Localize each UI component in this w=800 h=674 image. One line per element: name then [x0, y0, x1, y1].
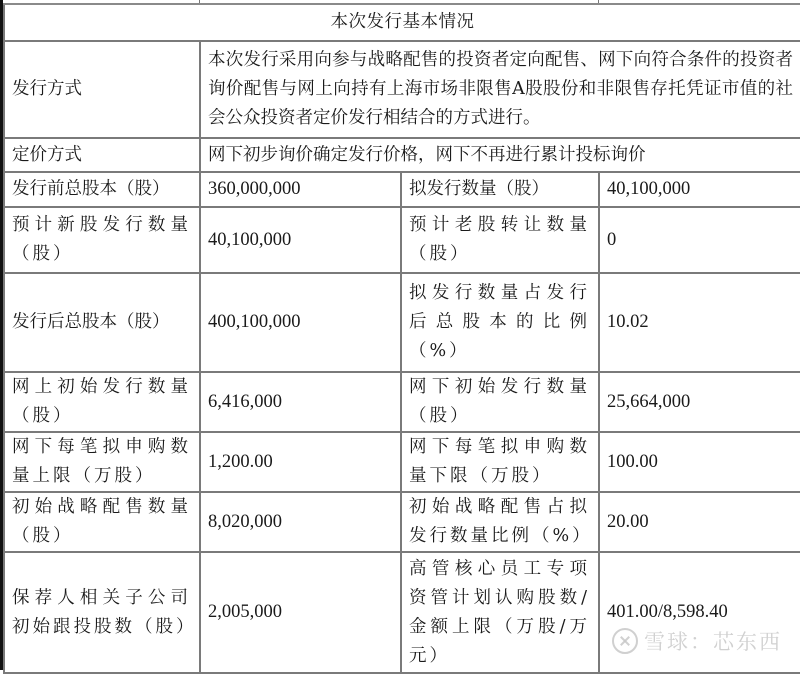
pre-issue-total-shares-label: 发行前总股本（股）	[4, 172, 200, 207]
watermark-text: 雪球：芯东西	[644, 630, 782, 654]
strategic-placement-ratio-label: 初始战略配售占拟发行数量比例（%）	[401, 492, 599, 552]
issue-method-value: 本次发行采用向参与战略配售的投资者定向配售、网下向符合条件的投资者询价配售与网上向持有上海市场非限售A股股份和非限售存托凭证市值的社会公众投资者定价发行相结合的方式进行。	[200, 41, 800, 138]
offline-initial-issue-value: 25,664,000	[599, 372, 800, 432]
issue-ratio-label: 拟发行数量占发行后总股本的比例（%）	[401, 273, 599, 372]
table-title: 本次发行基本情况	[4, 4, 800, 41]
old-shares-transfer-label: 预计老股转让数量（股）	[401, 207, 599, 273]
employee-asset-plan-label: 高管核心员工专项资管计划认购股数/金额上限（万股/万元）	[401, 552, 599, 673]
table-row-issue-method	[4, 41, 800, 138]
sponsor-followup-shares-label: 保荐人相关子公司初始跟投股数（股）	[4, 552, 200, 673]
offline-subscription-lower-limit-label: 网下每笔拟申购数量下限（万股）	[401, 432, 599, 492]
new-shares-quantity-value: 40,100,000	[200, 207, 401, 273]
initial-strategic-placement-label: 初始战略配售数量（股）	[4, 492, 200, 552]
post-issue-total-shares-value: 400,100,000	[200, 273, 401, 372]
old-shares-transfer-value: 0	[599, 207, 800, 273]
planned-issue-quantity-value: 40,100,000	[599, 172, 800, 207]
table-row	[4, 273, 800, 372]
initial-strategic-placement-value: 8,020,000	[200, 492, 401, 552]
issue-ratio-value: 10.02	[599, 273, 800, 372]
new-shares-quantity-label: 预计新股发行数量（股）	[4, 207, 200, 273]
table-row	[4, 432, 800, 492]
pricing-method-value: 网下初步询价确定发行价格，网下不再进行累计投标询价	[200, 138, 800, 172]
table-title-row	[4, 4, 800, 41]
table-row	[4, 207, 800, 273]
table-row-pricing-method	[4, 138, 800, 172]
planned-issue-quantity-label: 拟发行数量（股）	[401, 172, 599, 207]
offline-subscription-upper-limit-label: 网下每笔拟申购数量上限（万股）	[4, 432, 200, 492]
online-initial-issue-value: 6,416,000	[200, 372, 401, 432]
offline-subscription-lower-limit-value: 100.00	[599, 432, 800, 492]
post-issue-total-shares-label: 发行后总股本（股）	[4, 273, 200, 372]
issuance-info-table	[3, 3, 800, 674]
table-row	[4, 492, 800, 552]
table-row	[4, 372, 800, 432]
issue-method-label: 发行方式	[4, 41, 200, 138]
strategic-placement-ratio-value: 20.00	[599, 492, 800, 552]
offline-subscription-upper-limit-value: 1,200.00	[200, 432, 401, 492]
table-row	[4, 172, 800, 207]
table-row	[4, 552, 800, 673]
employee-asset-plan-value: 401.00/8,598.40	[599, 552, 800, 673]
online-initial-issue-label: 网上初始发行数量（股）	[4, 372, 200, 432]
sponsor-followup-shares-value: 2,005,000	[200, 552, 401, 673]
offline-initial-issue-label: 网下初始发行数量（股）	[401, 372, 599, 432]
pricing-method-label: 定价方式	[4, 138, 200, 172]
pre-issue-total-shares-value: 360,000,000	[200, 172, 401, 207]
